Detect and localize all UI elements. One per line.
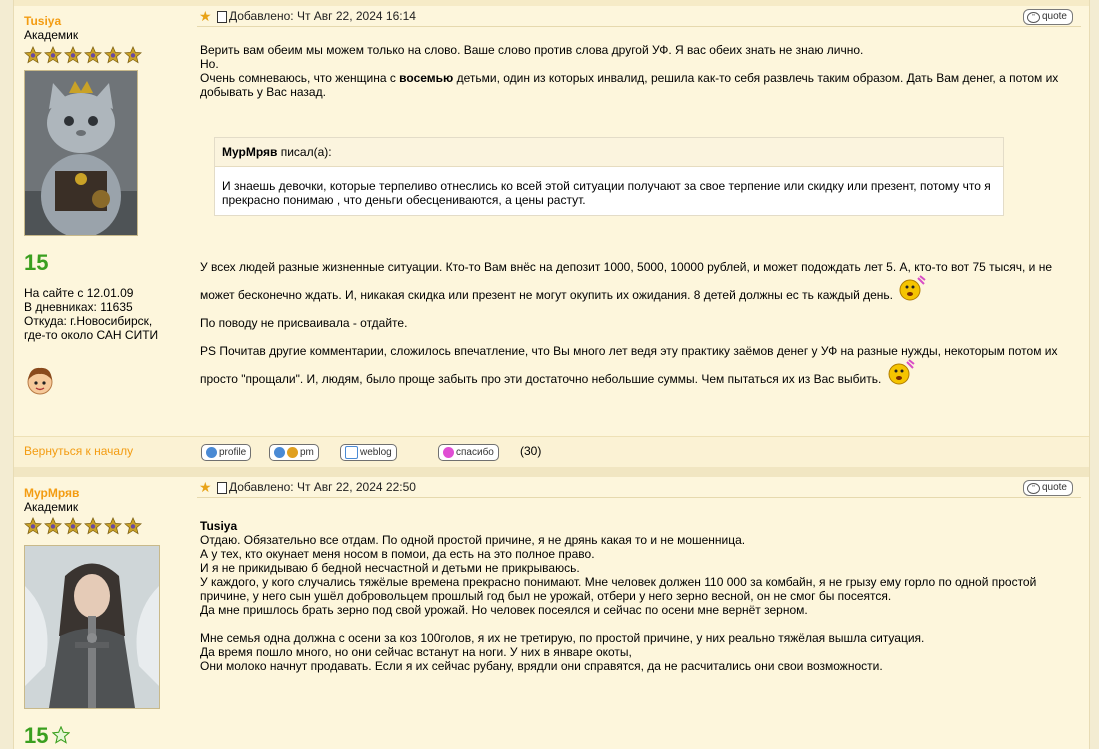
post-1-header [197,6,1081,27]
author-rank: Академик [24,28,79,42]
pm-button[interactable] [269,444,319,461]
rank-star-icon [24,517,42,535]
forum-frame [13,0,1090,749]
thanks-button[interactable] [438,444,499,461]
pm-button-label: pm [300,447,314,458]
post-text-fragment: Очень сомневаюсь, что женщина с [200,71,400,85]
green-star-icon [52,726,70,744]
rank-stars [24,46,142,66]
post-separator [14,467,1089,477]
eating-smiley-icon [896,274,926,302]
addressee-name: Tusiya [200,519,238,533]
rank-star-icon [64,46,82,64]
quote-bubble-icon: " [1027,12,1040,23]
pm-users-icon [287,447,298,458]
thanks-flower-icon [443,447,454,458]
warrior-avatar-icon [25,546,159,708]
post-document-icon [217,11,227,23]
post-2 [14,477,1089,749]
post-document-icon [217,482,227,494]
post-text-paragraph [200,71,1076,99]
quote-bubble-icon: " [1027,483,1040,494]
post-2-header [197,477,1081,498]
quote-block [214,137,1004,216]
author-username[interactable]: МурМряв [24,486,80,500]
quote-button-label: quote [1041,482,1067,493]
thanks-button-label: спасибо [456,447,494,458]
pm-users-icon [274,447,285,458]
author-rank: Академик [24,500,79,514]
rank-star-icon [84,517,102,535]
post-date: Добавлено: Чт Авг 22, 2024 22:50 [229,480,416,494]
rank-star-icon [84,46,102,64]
post-1-body-continued [200,260,1076,386]
thanks-count: (30) [520,444,542,458]
weblog-button[interactable] [340,444,397,461]
quote-author: МурМряв [222,145,278,159]
profile-button-label: profile [219,447,247,458]
quote-button[interactable] [1023,480,1073,496]
post-1-body [200,43,1076,99]
rank-star-icon [124,517,142,535]
post-text-line: Да мне пришлось брать зерно под свой урожай. Но человек посеялся и сейчас по осени мне вернёт зерном. [200,603,808,617]
post-text-line: Отдаю. Обязательно все отдам. По одной простой причине, я не дрянь какая то и не мошенница. [200,533,746,547]
author-avatar [24,70,138,236]
author-joined: На сайте с 12.01.09 [24,286,134,300]
quote-text: И знаешь девочки, которые терпеливо отнеслись ко всей этой ситуации получают за свое терпение или скидку или презент, потому что я прекрасно понимаю , что деньги обесцениваются, а цены растут. [222,179,991,207]
weblog-button-label: weblog [360,447,392,458]
weblog-icon [345,446,358,459]
post-text-fragment: PS Почитав другие комментарии, сложилось впечатление, что Вы много лет ведя эту практику заёмов денег у УФ на разные нужды, некоторым потом их просто "прощали". И, людям, было проще забыть про эти достаточно небольшие суммы. Чем пытаться их из Вас выбить. [200,344,1058,386]
rank-star-icon [44,46,62,64]
post-text-bold: восемью [399,71,454,85]
post-text-fragment: детьми, один из которых инвалид, решила как-то себя развлечь таким образом. Дать Вам денег, а потом их добывать у Вас назад. [200,71,1059,99]
profile-button[interactable] [201,444,251,461]
rank-stars [24,517,142,537]
rank-star-icon [124,46,142,64]
rank-star-icon [104,517,122,535]
back-to-top-link[interactable]: Вернуться к началу [24,444,134,458]
post-text-line: А у тех, кто окунает меня носом в помои, да есть на это полное право. [200,547,595,561]
post-text-line: У каждого, у кого случались тяжёлые времена прекрасно понимают. Мне человек должен 110 000 за комбайн, я не грызу ему горло по одной простой причине, у него сын ушёл добровольцем прошлый год был не урожай, отбери у него зерно весной, он не смог бы посеятся. [200,575,1037,603]
author-location-detail: где-то около САН СИТИ [24,328,159,342]
post-text-line: Мне семья одна должна с осени за коз 100голов, я их не третирую, по простой причине, у них реально тяжёлая вышла ситуация. [200,631,925,645]
post-star-icon: ★ [199,479,212,495]
post-2-body [200,519,1076,673]
post-text-line: Но. [200,57,219,71]
rank-star-icon [104,46,122,64]
profile-icon [206,447,217,458]
rank-star-icon [44,517,62,535]
post-text-paragraph: По поводу не присваивала - отдайте. [200,316,408,330]
post-1 [14,6,1089,438]
author-avatar [24,545,160,709]
quote-header [215,138,1003,167]
quote-button[interactable] [1023,9,1073,25]
post-text-paragraph [200,260,1076,302]
rank-star-icon [24,46,42,64]
eating-smiley-icon [885,358,915,386]
author-points: 15 [24,723,49,748]
author-points: 15 [24,250,49,275]
author-username[interactable]: Tusiya [24,14,62,28]
author-diary-count: В дневниках: 11635 [24,300,133,314]
author-location: Откуда: г.Новосибирск, [24,314,153,328]
post-star-icon: ★ [199,8,212,24]
post-text-line: Да время пошло много, но они сейчас встанут на ноги. У них в январе окоты, [200,645,632,659]
post-text-fragment: У всех людей разные жизненные ситуации. Кто-то Вам внёс на депозит 1000, 5000, 10000 рублей, и может подождать лет 5. А, кто-то вот 75 тысяч, и не может бесконечно ждать. И, никакая скидка или презент не могут окупить их ожидания. 8 детей должны ес ть каждый день. [200,260,1053,302]
post-text-line: Они молоко начнут продавать. Если я их сейчас рубану, врядли они справятся, да не расчитались они свои возможности. [200,659,883,673]
cat-avatar-icon [25,71,137,235]
post-text-line: Верить вам обеим мы можем только на слово. Ваше слово против слова другой УФ. Я вас обеих знать не знаю лично. [200,43,864,57]
post-text-paragraph [200,344,1076,386]
boy-emoticon-icon [24,364,56,396]
post-1-actions [14,436,1089,467]
quote-said-label: писал(а): [277,145,332,159]
post-text-line: И я не прикидываю б бедной несчастной и детьми не прикрываюсь. [200,561,580,575]
quote-button-label: quote [1041,11,1067,22]
rank-star-icon [64,517,82,535]
post-date: Добавлено: Чт Авг 22, 2024 16:14 [229,9,416,23]
